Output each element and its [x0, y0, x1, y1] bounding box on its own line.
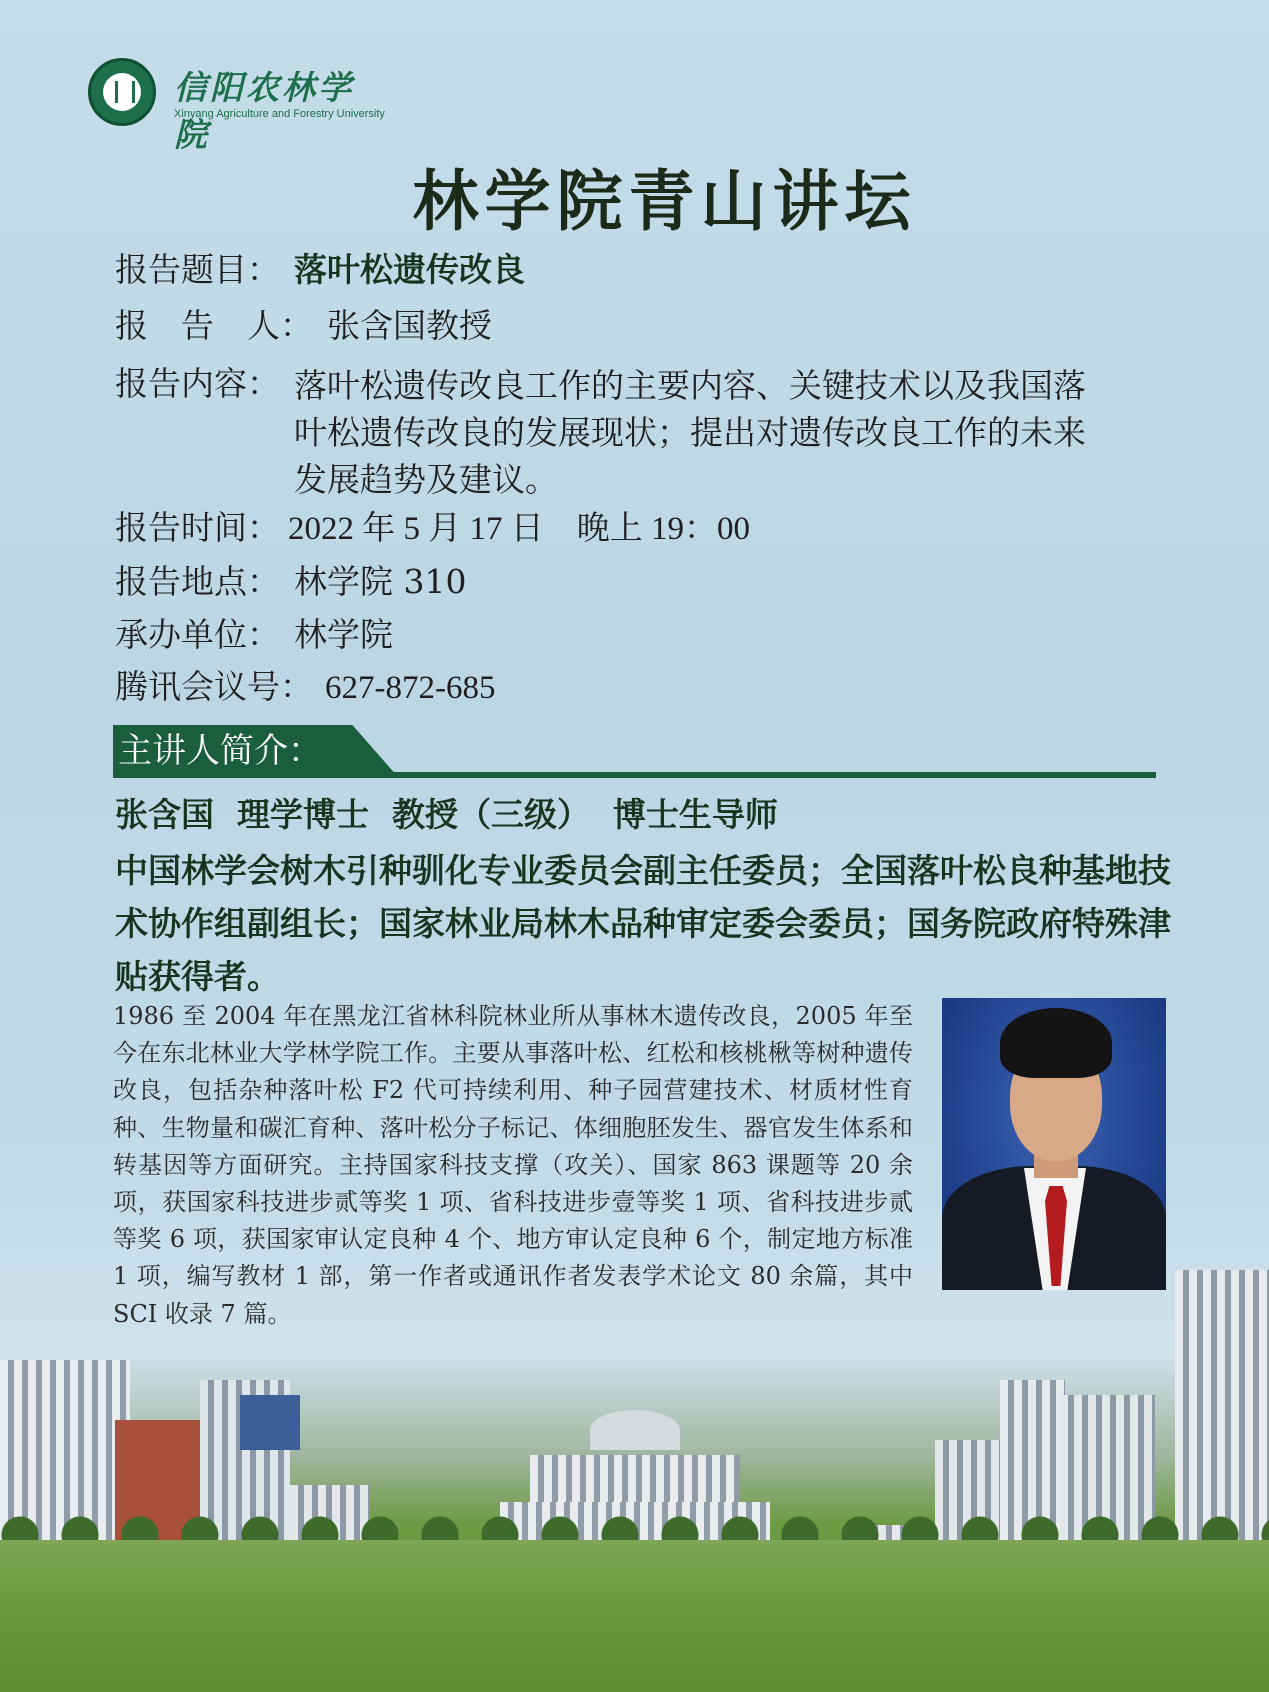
topic-row: [115, 248, 525, 292]
time-row: [115, 506, 750, 551]
intro-divider: [113, 772, 1156, 778]
poster-title: 林学院青山讲坛: [412, 162, 917, 240]
topic-label: 报告题目：: [115, 250, 280, 289]
lawn: [0, 1540, 1269, 1692]
organizer-row: [115, 613, 393, 657]
speaker-row: [115, 304, 492, 348]
content-value: 落叶松遗传改良工作的主要内容、关键技术以及我国落叶松遗传改良的发展现状；提出对遗传改良工作的未来发展趋势及建议。: [294, 366, 1086, 499]
organizer-value: 林学院: [294, 615, 393, 654]
meeting-label: 腾讯会议号：: [115, 667, 313, 706]
meeting-id: 627-872-685: [325, 670, 496, 706]
seal-year: 1910: [114, 104, 130, 111]
organizer-label: 承办单位：: [115, 615, 280, 654]
speaker-bio: 1986 至 2004 年在黑龙江省林科院林业所从事林木遗传改良，2005 年至今在东北林业大学林学院工作。主要从事落叶松、红松和核桃楸等树种遗传改良，包括杂种落叶松 F2 代可持续利用、种子园营建技术、材质材性育种、生物量和碳汇育种、落叶松分子标记、体细胞胚发生、器官发生体系和转基因等方面研究。主持国家科技支撑（攻关）、国家 863 课题等 20 余项，获国家科技进步贰等奖 1 项、省科技进步壹等奖 1 项、省科技进步贰等奖 6 项，获国家审认定良种 4 个、地方审认定良种 6 个，制定地方标准 1 项，编写教材 1 部，第一作者或通讯作者发表学术论文 80 余篇，其中 SCI 收录 7 篇。: [113, 1002, 913, 1328]
university-name-cn: 信阳农林学院: [174, 68, 354, 154]
speaker-credentials: 张含国 理学博士 教授（三级） 博士生导师: [115, 795, 778, 834]
place-row: [115, 560, 466, 604]
university-logo: [88, 58, 388, 154]
content-row: [115, 362, 1114, 503]
speaker-value: 张含国教授: [327, 306, 492, 345]
meeting-row: [115, 665, 495, 710]
university-seal-icon: [88, 58, 156, 126]
time-value: 2022 年 5 月 17 日 晚上 19：00: [288, 511, 750, 547]
content-label: 报告内容：: [115, 364, 280, 403]
speaker-portrait: [942, 998, 1166, 1290]
time-label: 报告时间：: [115, 508, 280, 547]
place-value: 林学院 310: [294, 562, 467, 601]
intro-heading: 主讲人简介：: [118, 731, 322, 771]
speaker-label: 报 告 人：: [115, 306, 313, 345]
university-name-en: Xinyang Agriculture and Forestry University: [174, 108, 385, 120]
topic-value: 落叶松遗传改良: [294, 250, 525, 289]
place-label: 报告地点：: [115, 562, 280, 601]
speaker-positions: 中国林学会树木引种驯化专业委员会副主任委员；全国落叶松良种基地技术协作组副组长；国家林业局林木品种审定委会委员；国务院政府特殊津贴获得者。: [115, 851, 1171, 996]
